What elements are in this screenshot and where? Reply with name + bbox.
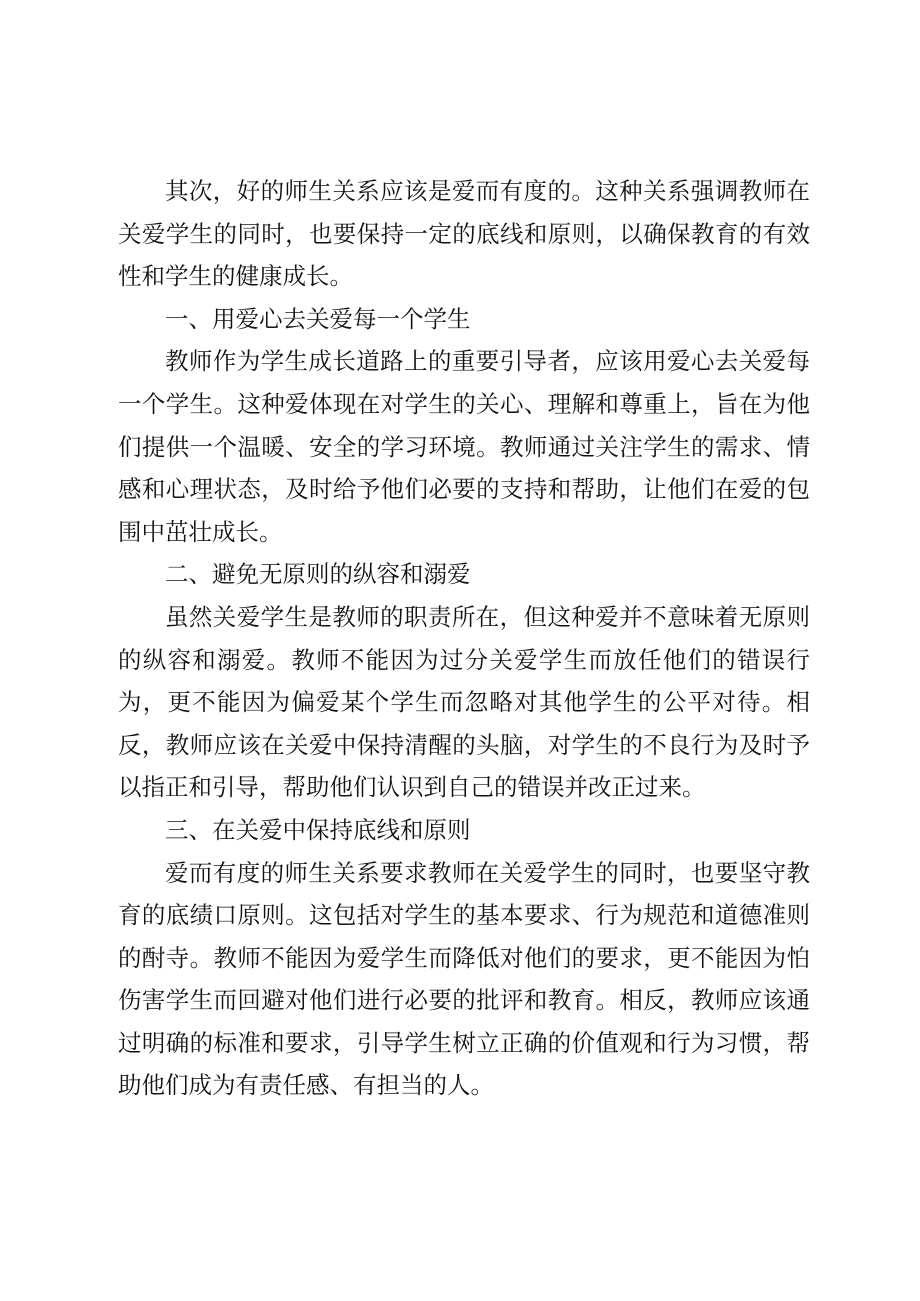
section-body-3: 爱而有度的师生关系要求教师在关爱学生的同时，也要坚守教育的底绩口原则。这包括对学生的基本要求、行为规范和道德准则的酎寺。教师不能因为爱学生而降低对他们的要求，更不能因为怕伤害学生而回避对他们进行必要的批评和教育。相反，教师应该通过明确的标准和要求，引导学生树立正确的价值观和行为习惯，帮助他们成为有责任感、有担当的人。 <box>118 858 810 1100</box>
section-body-1: 教师作为学生成长道路上的重要引导者，应该用爱心去关爱每一个学生。这种爱体现在对学生的关心、理解和尊重上，旨在为他们提供一个温暖、安全的学习环境。教师通过关注学生的需求、情感和心理状态，及时给予他们必要的支持和帮助，让他们在爱的包围中茁壮成长。 <box>118 347 810 546</box>
section-body-2: 虽然关爱学生是教师的职责所在，但这种爱并不意味着无原则的纵容和溺爱。教师不能因为过分关爱学生而放任他们的错误行为，更不能因为偏爱某个学生而忽略对其他学生的公平对待。相反，教师应该在关爱中保持清醒的头脑，对学生的不良行为及时予以指正和引导，帮助他们认识到自己的错误并改正过来。 <box>118 602 810 802</box>
intro-paragraph: 其次，好的师生关系应该是爱而有度的。这种关系强调教师在关爱学生的同时，也要保持一定的底线和原则，以确保教育的有效性和学生的健康成长。 <box>118 177 810 291</box>
section-heading-2: 二、避免无原则的纵容和溺爱 <box>165 560 471 589</box>
document-body <box>118 170 810 1107</box>
section-heading-3: 三、在关爱中保持底线和原则 <box>165 815 471 844</box>
section-heading-1: 一、用爱心去关爱每一个学生 <box>165 304 471 333</box>
